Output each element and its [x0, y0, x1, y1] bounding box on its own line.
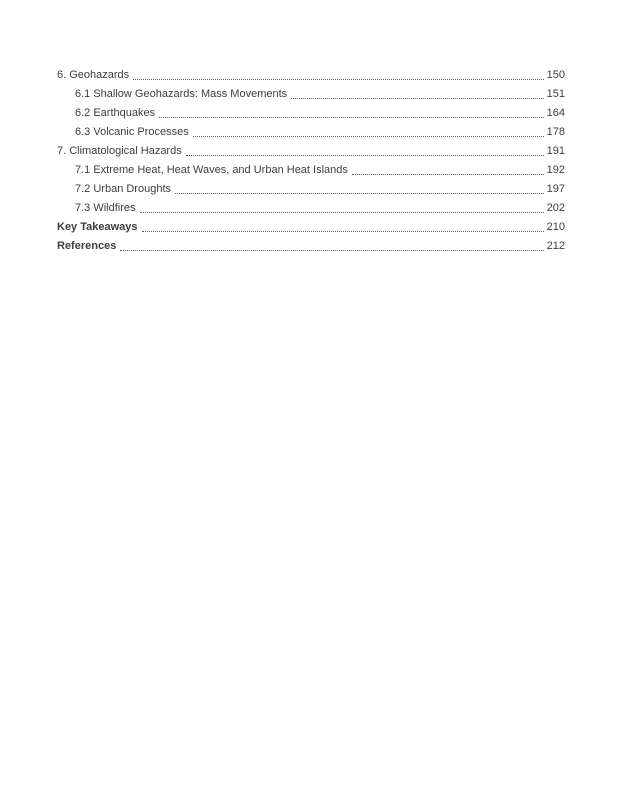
toc-entry[interactable]	[57, 160, 565, 179]
toc-entry-page-number: 212	[546, 240, 565, 252]
dot-leader	[140, 198, 544, 217]
dot-leader	[120, 236, 543, 255]
dot-leader	[186, 141, 544, 160]
toc-entry-label: 7. Climatological Hazards	[57, 145, 182, 157]
toc-entry-page-number: 151	[546, 88, 565, 100]
toc-entry-label: 6.2 Earthquakes	[75, 107, 156, 119]
toc-entry-label: 6.3 Volcanic Processes	[75, 126, 189, 138]
toc-entry-page-number: 192	[546, 164, 565, 176]
toc-entry[interactable]	[57, 236, 565, 255]
toc-entry-label: 6. Geohazards	[57, 69, 130, 81]
toc-entry[interactable]	[57, 217, 565, 236]
toc-entry[interactable]	[57, 198, 565, 217]
dot-leader	[159, 103, 544, 122]
toc-entry-label: Key Takeaways	[57, 221, 138, 233]
toc-entry-label: 7.1 Extreme Heat, Heat Waves, and Urban Heat Islands	[75, 164, 348, 176]
table-of-contents	[57, 65, 565, 255]
toc-entry-label: 6.1 Shallow Geohazards: Mass Movements	[75, 88, 288, 100]
toc-entry-page-number: 150	[546, 69, 565, 81]
toc-entry[interactable]	[57, 179, 565, 198]
toc-entry[interactable]	[57, 84, 565, 103]
toc-entry-label: 7.3 Wildfires	[75, 202, 136, 214]
dot-leader	[193, 122, 544, 141]
dot-leader	[291, 84, 543, 103]
toc-entry-page-number: 164	[546, 107, 565, 119]
toc-entry[interactable]	[57, 65, 565, 84]
toc-entry[interactable]	[57, 122, 565, 141]
toc-entry-label: References	[57, 240, 117, 252]
toc-entry[interactable]	[57, 141, 565, 160]
dot-leader	[133, 65, 543, 84]
toc-entry-label: 7.2 Urban Droughts	[75, 183, 171, 195]
dot-leader	[142, 217, 544, 236]
dot-leader	[175, 179, 544, 198]
toc-entry[interactable]	[57, 103, 565, 122]
toc-entry-page-number: 202	[546, 202, 565, 214]
toc-entry-page-number: 178	[546, 126, 565, 138]
toc-entry-page-number: 197	[546, 183, 565, 195]
toc-entry-page-number: 191	[546, 145, 565, 157]
dot-leader	[352, 160, 544, 179]
toc-entry-page-number: 210	[546, 221, 565, 233]
